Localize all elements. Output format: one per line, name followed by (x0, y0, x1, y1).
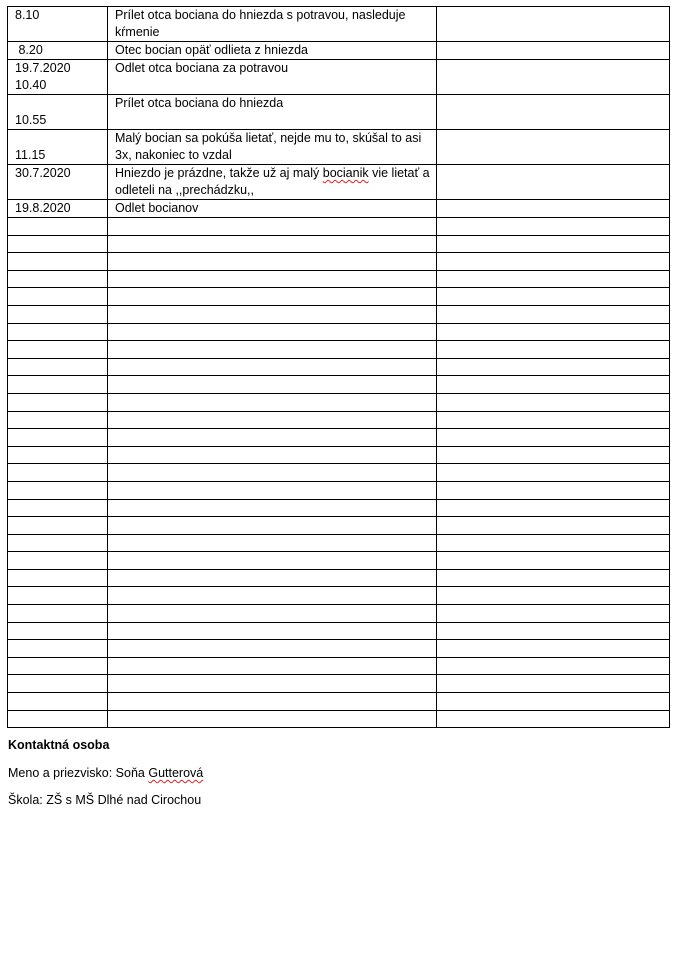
extra-cell (437, 165, 670, 200)
empty-cell (8, 288, 108, 306)
empty-row (8, 622, 670, 640)
empty-cell (437, 517, 670, 535)
empty-row (8, 517, 670, 535)
empty-row (8, 218, 670, 236)
date-cell: 30.7.2020 (8, 165, 108, 200)
empty-cell (437, 499, 670, 517)
empty-cell (108, 235, 437, 253)
empty-cell (108, 376, 437, 394)
empty-cell (8, 270, 108, 288)
empty-cell (437, 710, 670, 728)
empty-cell (8, 253, 108, 271)
empty-cell (108, 569, 437, 587)
empty-row (8, 323, 670, 341)
empty-cell (108, 288, 437, 306)
empty-row (8, 376, 670, 394)
date-cell: 8.20 (8, 42, 108, 60)
date-cell (8, 130, 108, 165)
time-line: 11.15 (15, 148, 46, 162)
empty-cell (8, 305, 108, 323)
empty-cell (437, 235, 670, 253)
empty-cell (437, 640, 670, 658)
empty-row (8, 552, 670, 570)
empty-cell (437, 358, 670, 376)
empty-cell (8, 640, 108, 658)
extra-cell (437, 200, 670, 218)
empty-cell (8, 657, 108, 675)
empty-cell (108, 253, 437, 271)
empty-cell (108, 393, 437, 411)
empty-cell (108, 675, 437, 693)
empty-cell (437, 253, 670, 271)
note-cell: Odlet bocianov (108, 200, 437, 218)
empty-cell (8, 499, 108, 517)
date-cell: 19.8.2020 (8, 200, 108, 218)
empty-cell (108, 429, 437, 447)
empty-cell (108, 323, 437, 341)
empty-row (8, 305, 670, 323)
empty-cell (108, 552, 437, 570)
table-row (8, 60, 670, 95)
empty-row (8, 411, 670, 429)
note-cell: Malý bocian sa pokúša lietať, nejde mu to, skúšal to asi 3x, nakoniec to vzdal (108, 130, 437, 165)
empty-cell (108, 341, 437, 359)
empty-cell (437, 323, 670, 341)
time-line: 10.40 (15, 78, 47, 92)
empty-cell (437, 429, 670, 447)
note-cell (108, 165, 437, 200)
table-row (8, 95, 670, 130)
empty-cell (108, 517, 437, 535)
empty-cell (437, 657, 670, 675)
date-cell (8, 95, 108, 130)
empty-cell (437, 376, 670, 394)
note-cell: Prílet otca bociana do hniezda (108, 95, 437, 130)
empty-cell (8, 235, 108, 253)
empty-row (8, 587, 670, 605)
empty-row (8, 235, 670, 253)
empty-row (8, 569, 670, 587)
empty-cell (8, 481, 108, 499)
empty-row (8, 693, 670, 711)
empty-cell (437, 481, 670, 499)
empty-cell (8, 587, 108, 605)
empty-row (8, 253, 670, 271)
empty-row (8, 429, 670, 447)
empty-cell (437, 605, 670, 623)
empty-cell (8, 552, 108, 570)
extra-cell (437, 95, 670, 130)
date-cell: 8.10 (8, 7, 108, 42)
empty-row (8, 534, 670, 552)
empty-cell (108, 218, 437, 236)
date-cell (8, 60, 108, 95)
table-row (8, 165, 670, 200)
empty-row (8, 288, 670, 306)
empty-cell (437, 270, 670, 288)
empty-cell (108, 587, 437, 605)
empty-cell (8, 622, 108, 640)
empty-cell (8, 605, 108, 623)
note-text: Hniezdo je prázdne, takže už aj malý (115, 166, 323, 180)
note-cell: Otec bocian opäť odlieta z hniezda (108, 42, 437, 60)
empty-cell (108, 693, 437, 711)
empty-row (8, 270, 670, 288)
empty-cell (8, 534, 108, 552)
note-cell: Odlet otca bociana za potravou (108, 60, 437, 95)
contact-school: Škola: ZŠ s MŠ Dlhé nad Cirochou (8, 793, 202, 807)
empty-cell (8, 693, 108, 711)
empty-cell (108, 657, 437, 675)
empty-cell (8, 710, 108, 728)
empty-cell (108, 411, 437, 429)
empty-cell (8, 218, 108, 236)
empty-cell (108, 499, 437, 517)
empty-cell (8, 464, 108, 482)
empty-cell (437, 675, 670, 693)
empty-cell (8, 411, 108, 429)
empty-cell (437, 569, 670, 587)
table-row (8, 42, 670, 60)
empty-cell (8, 341, 108, 359)
note-text: vie lietať a odleteli na ,,prechádzku,, (115, 166, 430, 197)
empty-cell (8, 446, 108, 464)
empty-row (8, 675, 670, 693)
empty-cell (437, 587, 670, 605)
name-value: Gutterová (148, 766, 204, 780)
empty-row (8, 358, 670, 376)
empty-cell (8, 569, 108, 587)
empty-cell (437, 218, 670, 236)
contact-section (8, 737, 203, 809)
empty-cell (108, 640, 437, 658)
empty-cell (108, 710, 437, 728)
empty-cell (108, 305, 437, 323)
table-row (8, 7, 670, 42)
observation-table (7, 6, 670, 728)
extra-cell (437, 130, 670, 165)
empty-cell (437, 552, 670, 570)
empty-row (8, 605, 670, 623)
empty-cell (437, 622, 670, 640)
contact-heading: Kontaktná osoba (8, 738, 110, 752)
empty-cell (437, 446, 670, 464)
empty-row (8, 393, 670, 411)
extra-cell (437, 60, 670, 95)
empty-row (8, 464, 670, 482)
empty-cell (108, 270, 437, 288)
empty-cell (8, 429, 108, 447)
empty-row (8, 446, 670, 464)
empty-cell (437, 341, 670, 359)
empty-cell (437, 288, 670, 306)
empty-cell (108, 481, 437, 499)
empty-cell (108, 446, 437, 464)
empty-row (8, 657, 670, 675)
table-row (8, 200, 670, 218)
contact-name (8, 765, 203, 782)
empty-row (8, 341, 670, 359)
extra-cell (437, 7, 670, 42)
empty-cell (437, 411, 670, 429)
empty-cell (437, 693, 670, 711)
empty-row (8, 499, 670, 517)
name-label: Meno a priezvisko: Soňa (8, 766, 149, 780)
empty-cell (8, 393, 108, 411)
empty-cell (8, 376, 108, 394)
empty-cell (437, 305, 670, 323)
empty-row (8, 710, 670, 728)
empty-cell (108, 464, 437, 482)
table-row (8, 130, 670, 165)
empty-cell (8, 323, 108, 341)
empty-row (8, 481, 670, 499)
empty-row (8, 640, 670, 658)
note-cell: Prílet otca bociana do hniezda s potravou, nasleduje kŕmenie (108, 7, 437, 42)
empty-cell (108, 358, 437, 376)
empty-cell (8, 358, 108, 376)
empty-cell (437, 393, 670, 411)
time-line: 10.55 (15, 113, 47, 127)
empty-cell (8, 675, 108, 693)
empty-cell (437, 534, 670, 552)
empty-cell (108, 622, 437, 640)
empty-cell (108, 605, 437, 623)
empty-cell (8, 517, 108, 535)
spellcheck-word: bocianik (322, 166, 369, 180)
extra-cell (437, 42, 670, 60)
empty-cell (437, 464, 670, 482)
date-line: 19.7.2020 (15, 61, 71, 75)
empty-cell (108, 534, 437, 552)
